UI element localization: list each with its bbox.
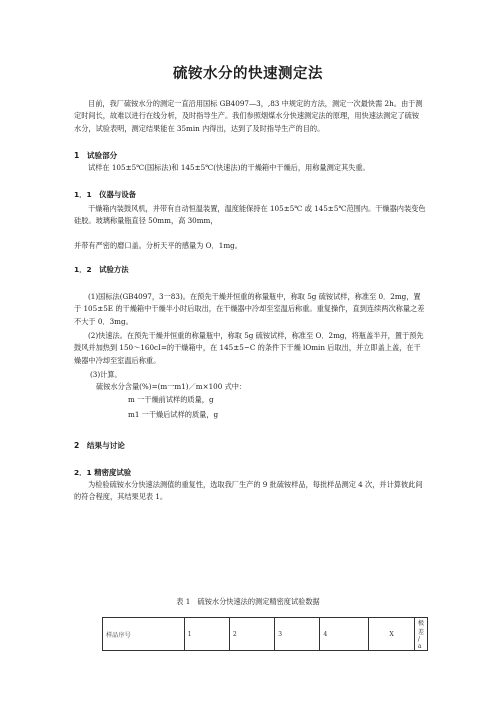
table-header-row [103,618,428,651]
table-header-cell: 3 [275,618,320,651]
section-1-2-heading: 1．2 试验方法 [74,265,129,274]
section-1-heading: 1 试验部分 [74,151,118,160]
section-1-1-text: 干燥箱内装鼓风机，并带有自动恒温装置，温度能保持在 105±5℃ 或 145±5℃范围内。干燥器内装变色硅胶。玻璃称量瓶直径 50mm，高 30mm， [74,204,426,226]
precision-table [102,617,428,651]
table-header-cell: 1 [184,618,229,651]
section-2-1-text: 为检验硫铵水分快速法测值的重复性，选取我厂生产的 9 批硫铵样品，每批样品测定 4 次，并计算彼此间的符合程度，其结果见表 1。 [74,480,423,502]
method-calculation: (3)计算。 [90,370,122,379]
method-national-standard: (1)国标法(GB4097，3一83)。在预先干燥并恒重的称量瓶中，称取 5g 硫铵试样，称准至 0．2mg，置于 105±5E 的干燥箱中干燥半小时后取出，在干燥器中冷却至室温后称重。重复操作，直到连续两次称量之差不大于 0．3mg。 [74,292,425,326]
section-2-heading: 2 结果与讨论 [74,441,125,450]
page-title: 硫铵水分的快速测定法 [173,66,323,82]
table-caption: 表 1 硫铵水分快速法的测定精密度试验数据 [176,597,320,606]
intro-paragraph: 目前，我厂硫铵水分的测定一直沿用国标 GB4097—3，,83 中规定的方法，测定一次最快需 2h。由于测定时间长，故难以进行在线分析，及时指导生产。我们参照烟煤水分快速测定法的原理，用快速法测定了硫铵水分，试验表明，测定结果能在 35min 内得出，达到了及时指导生产的目的。 [74,99,423,133]
method-fast: (2)快速法。在预先干燥并恒重的称量瓶中，称取 5g 硫铵试样，称准至 O．2mg，将瓶盖半开，置于预先鼓风并加热到 150～160cI=的干燥箱中，在 145±5~C 的条件下干燥 lOmin 后取出，并立即盖上盖，在干燥器中冷却至室温后称重。 [74,331,424,365]
table-header-cell: 2 [229,618,274,651]
definition-m1: m1 一干燥后试样的质量，g [128,410,219,419]
table-header-cell: 样品序号 [103,618,185,651]
definition-m: m 一干燥前试样的质量，g [128,395,214,404]
section-1-text: 试样在 105±5℃(国标法)和 145±5℃(快速法)的干燥箱中干燥后，用称量测定其失重。 [88,163,370,172]
table-header-cell: 4 [320,618,369,651]
table-header-cell: 极差 / a [414,618,427,651]
table-header-cell: X [369,618,414,651]
section-1-1-heading: 1．1 仪器与设备 [74,190,137,199]
section-1-1-text-cont: 并带有严密的磨口盖。分析天平的感量为 O．1mg。 [74,241,242,250]
formula: 硫铵水分含量(%)=(m一m1)／m×100 式中： [96,382,247,391]
section-2-1-heading: 2．1 精密度试验 [74,468,132,477]
